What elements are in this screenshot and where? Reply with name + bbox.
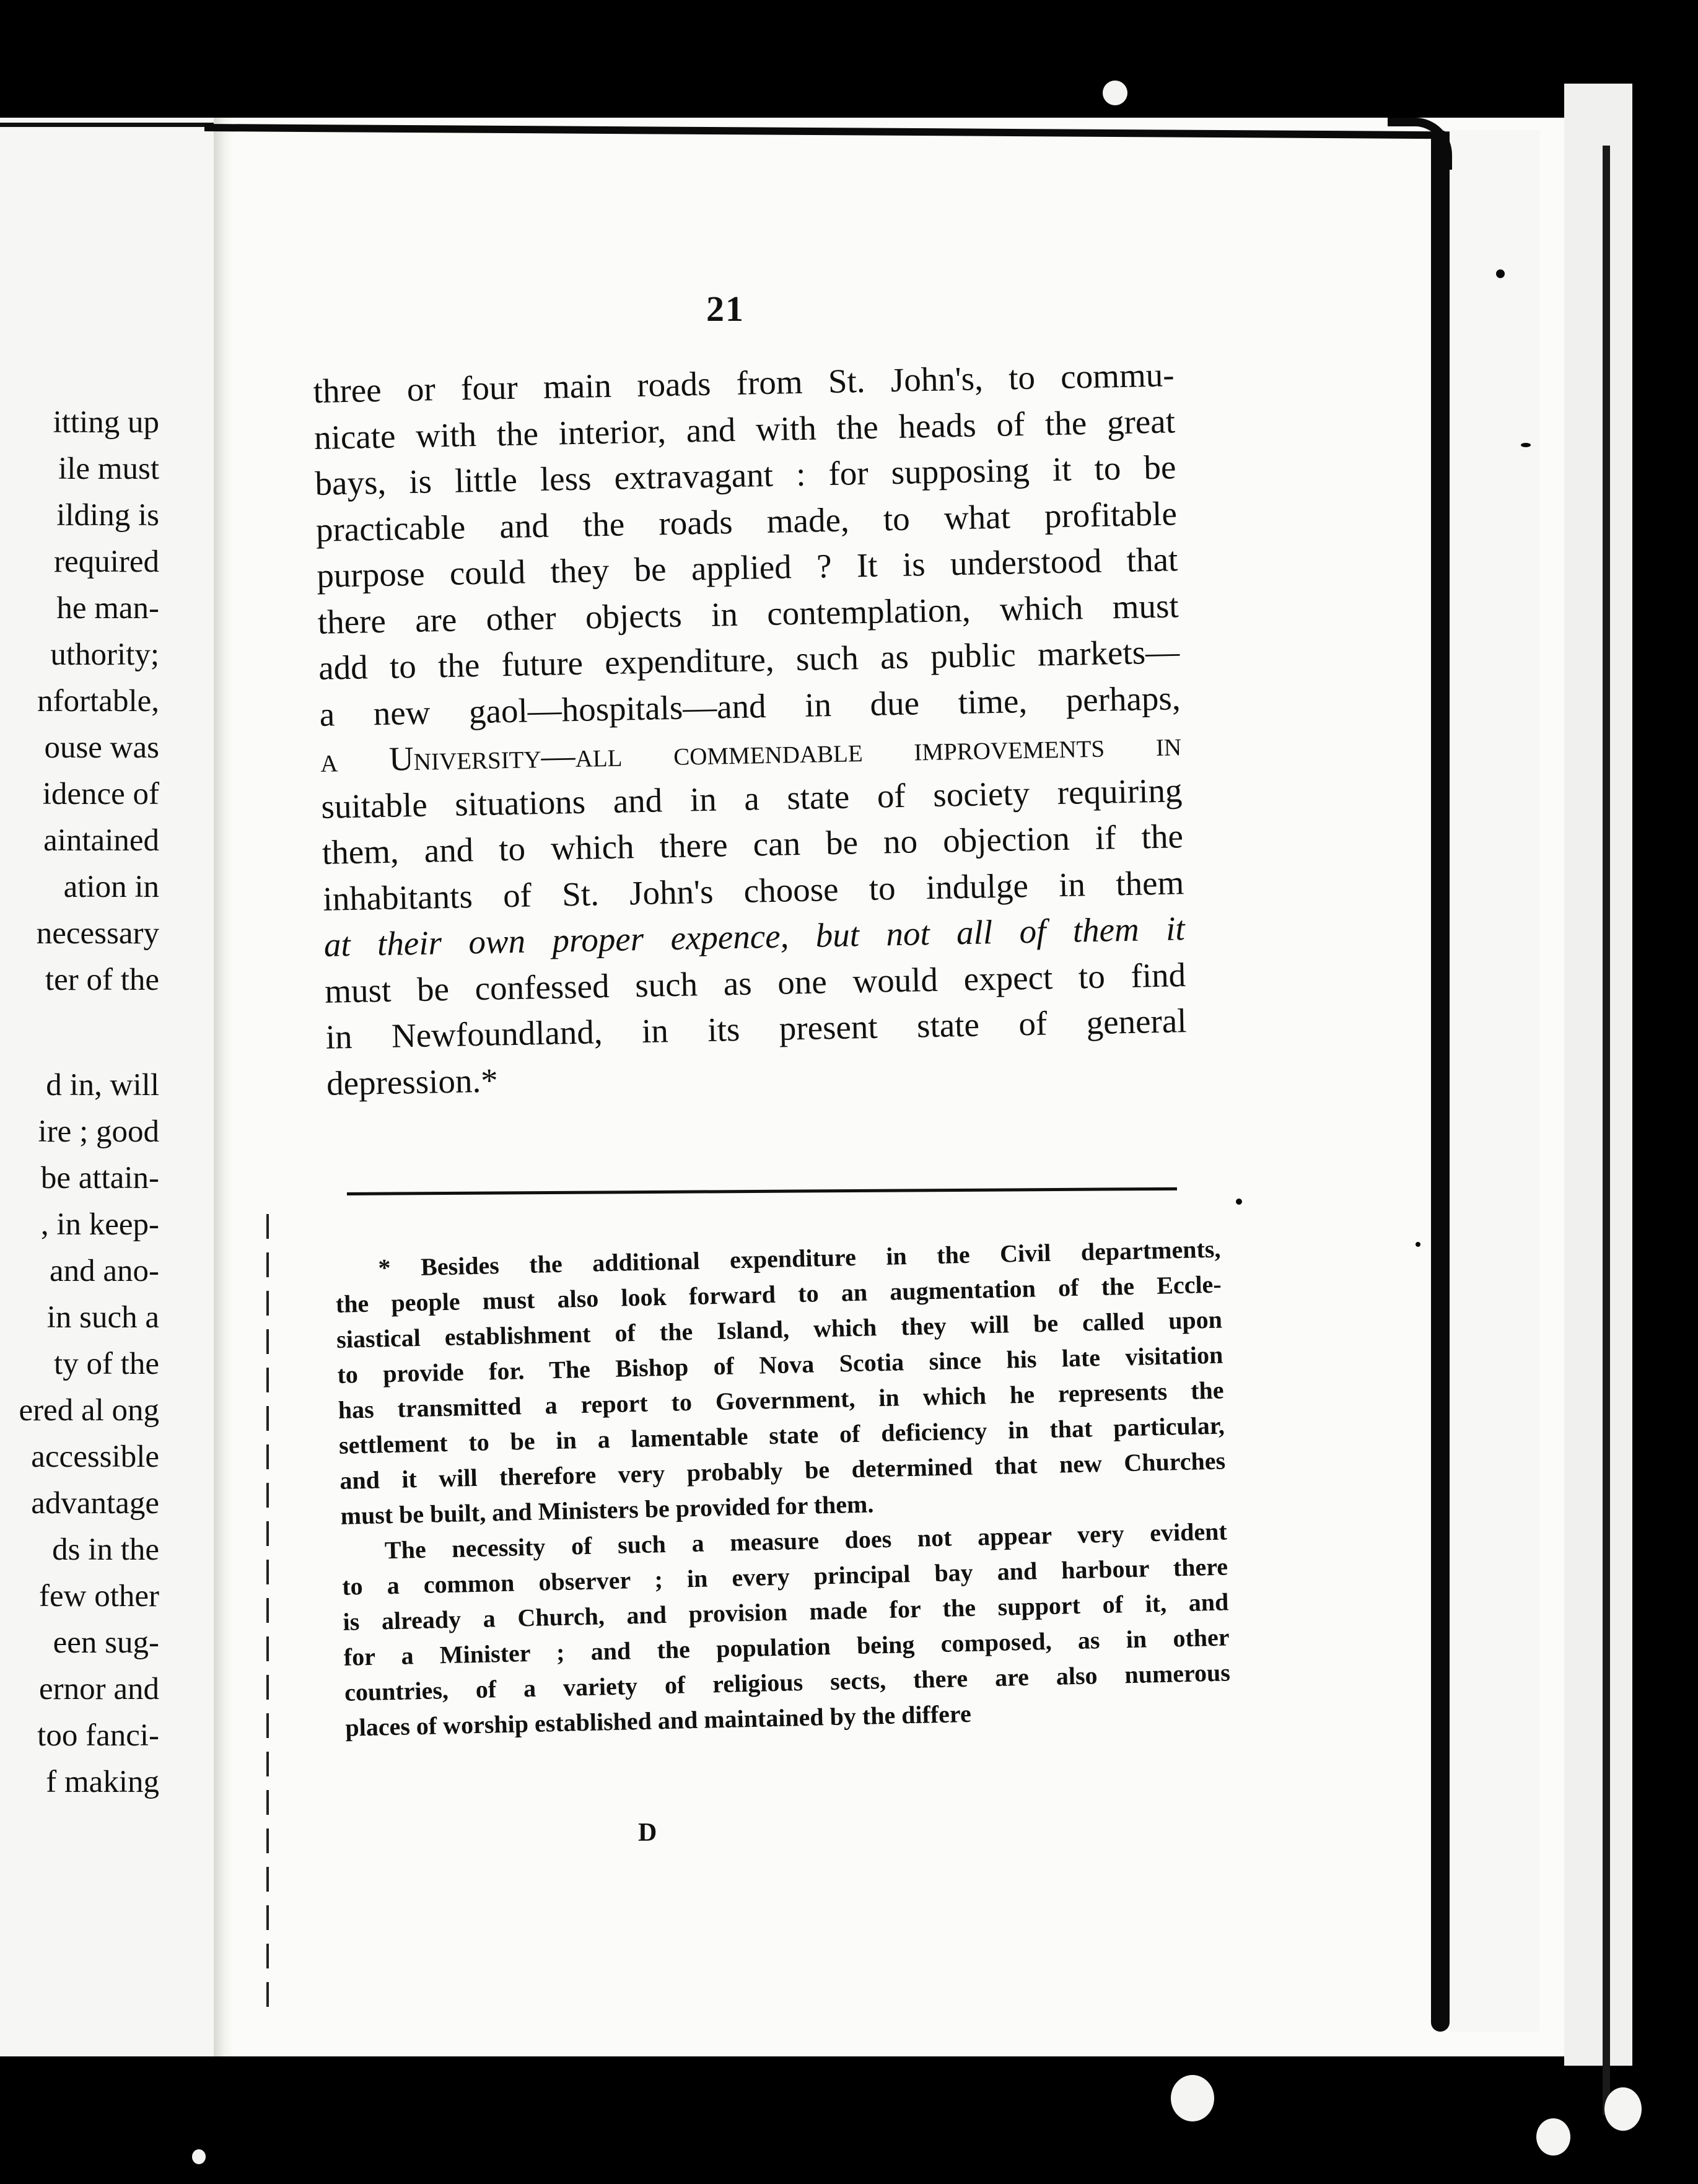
body-line: a University—all commendable improvements in — [320, 725, 1182, 779]
page-number: 21 — [706, 289, 745, 329]
left-line: ter of the — [45, 963, 159, 997]
left-line: ty of the — [54, 1347, 159, 1381]
left-line: advantage — [31, 1486, 159, 1521]
body-line: purpose could they be applied ? It is understood that — [316, 540, 1178, 595]
footnote-line: The necessity of such a measure does not appear very evident — [384, 1517, 1228, 1565]
footnote-line: the people must also look forward to an augmentation of the Eccle- — [335, 1270, 1222, 1318]
scan-speck — [1496, 269, 1505, 278]
left-line: ile must — [58, 452, 159, 486]
footnote-line: and it will therefore very probably be determined that new Churches — [339, 1446, 1226, 1495]
left-line: een sug- — [53, 1625, 159, 1660]
footnote-block — [335, 1231, 1232, 1745]
body-line: practicable and the roads made, to what profitable — [315, 494, 1178, 549]
scan-speck — [1103, 81, 1127, 105]
footnote-line: is already a Church, and provision made for the support of it, and — [343, 1588, 1229, 1636]
book-gutter — [214, 118, 232, 2056]
left-line: d in, will — [46, 1068, 159, 1103]
body-line: a new gaol—hospitals—and in due time, perhaps, — [319, 678, 1181, 733]
left-line: ered al ong — [19, 1393, 159, 1428]
left-page-top-rule — [0, 123, 214, 127]
page-border-right — [1431, 130, 1450, 2032]
scan-speck — [1416, 1242, 1420, 1247]
body-line: bays, is little less extravagant : for supposing it to be — [314, 448, 1176, 502]
printer-signature-mark: D — [638, 1819, 657, 1847]
footnote-line: * Besides the additional expenditure in the Civil departments, — [378, 1234, 1221, 1282]
left-line: uthority; — [50, 637, 159, 672]
left-line: in such a — [46, 1300, 159, 1335]
scan-speck — [1521, 443, 1531, 447]
left-line: too fanci- — [37, 1718, 159, 1753]
scan-speck — [1236, 1199, 1242, 1205]
scan-speck — [1536, 2118, 1570, 2156]
body-line: there are other objects in contemplation, which must — [317, 586, 1179, 641]
left-page-text — [0, 400, 159, 1806]
left-line: he man- — [56, 591, 159, 626]
left-line: necessary — [36, 916, 159, 951]
body-line: must be confessed such as one would expect to find — [324, 955, 1186, 1010]
scan-speck — [1171, 2075, 1214, 2121]
body-line: suitable situations and in a state of society requiring — [320, 771, 1183, 826]
scan-speck — [1604, 2087, 1642, 2131]
body-line: three or four main roads from St. John's, to commu- — [313, 356, 1175, 410]
footnote-line: settlement to be in a lamentable state of deficiency in that particular, — [338, 1411, 1225, 1459]
footnote-line: to a common observer ; in every principal bay and harbour there — [341, 1552, 1228, 1601]
left-facing-page — [0, 118, 214, 2056]
left-line: ire ; good — [38, 1114, 159, 1149]
left-line: few other — [39, 1579, 159, 1614]
left-line: and ano- — [49, 1254, 159, 1288]
left-line: idence of — [42, 777, 159, 811]
left-line: required — [54, 544, 159, 579]
left-line: be attain- — [40, 1161, 159, 1195]
body-line: in Newfoundland, in its present state of general — [325, 1002, 1188, 1056]
left-line: ouse was — [44, 730, 159, 765]
body-line: add to the future expenditure, such as public markets— — [318, 632, 1180, 687]
left-line: ilding is — [56, 498, 159, 533]
left-line: , in keep- — [40, 1207, 159, 1242]
footnote-line: for a Minister ; and the population being composed, as in other — [343, 1623, 1230, 1671]
body-line: inhabitants of St. John's choose to indulge in them — [322, 863, 1184, 918]
footnote-line: siastical establishment of the Island, which they will be called upon — [336, 1305, 1223, 1353]
page-stack-edge — [1564, 84, 1632, 2066]
main-body-text — [313, 352, 1188, 1106]
footnote-line: must be built, and Ministers be provided for them. — [340, 1490, 874, 1530]
footnote-line: to provide for. The Bishop of Nova Scotia since his late visitation — [337, 1340, 1223, 1389]
gutter-stitching-line — [266, 1214, 269, 2019]
left-line: ation in — [63, 870, 159, 904]
scan-speck — [192, 2149, 206, 2164]
paragraph-gap — [0, 1003, 159, 1062]
body-line: them, and to which there can be no objection if the — [322, 817, 1184, 871]
left-line: itting up — [53, 405, 159, 440]
body-line: nicate with the interior, and with the heads of the great — [313, 401, 1176, 456]
body-line: depression.* — [326, 1060, 499, 1103]
left-line: ds in the — [52, 1532, 159, 1567]
footnote-line: places of worship established and maintained by the differe — [344, 1699, 972, 1742]
left-line: f making — [46, 1765, 159, 1799]
left-line: aintained — [43, 823, 159, 858]
left-line: nfortable, — [37, 684, 159, 719]
footnote-line: has transmitted a report to Government, in which he represents the — [338, 1376, 1224, 1424]
left-line: ernor and — [39, 1672, 159, 1706]
footnote-line: countries, of a variety of religious sects, there are also numerous — [344, 1658, 1231, 1706]
left-line: accessible — [31, 1439, 159, 1474]
body-line: at their own proper expence, but not all of them it — [323, 909, 1186, 964]
